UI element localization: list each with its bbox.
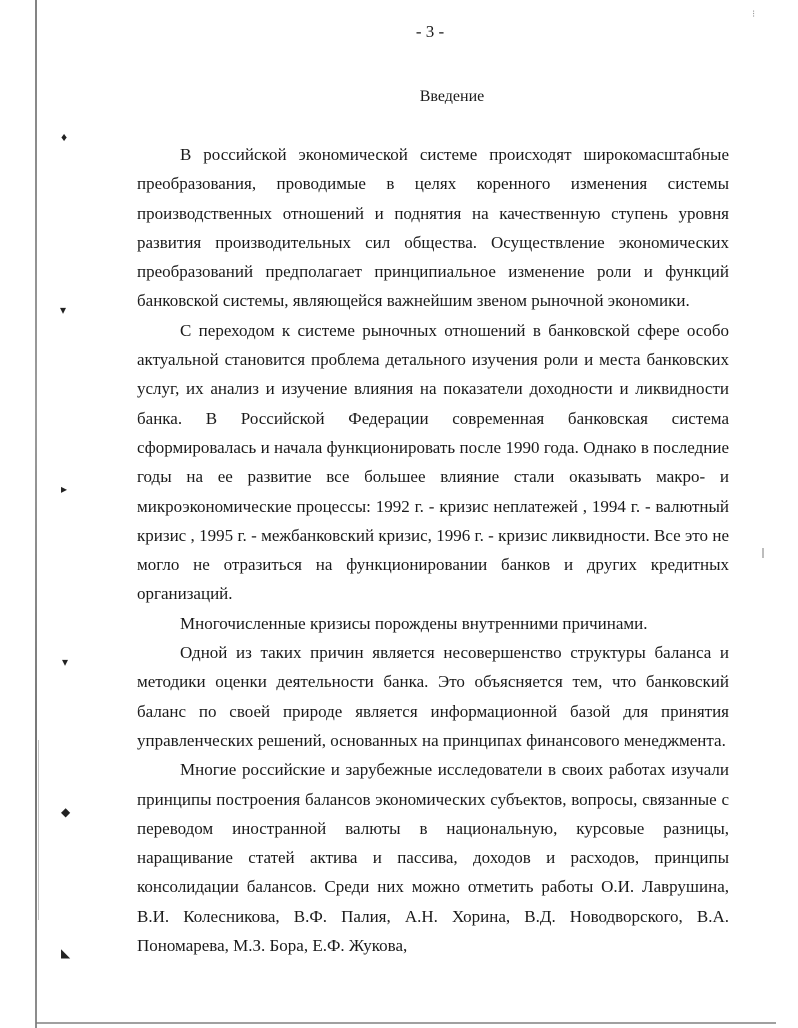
binding-hole-marks: [55, 0, 85, 1028]
scan-left-shadow: [38, 740, 39, 920]
page-number: - 3 -: [415, 22, 445, 41]
scan-corner-speck-icon: ⁝: [752, 9, 756, 20]
scan-bottom-edge: [36, 1022, 776, 1024]
paragraph: Одной из таких причин является несовершенство структуры баланса и методики оценки деятельности банка. Это объясняется тем, что банковский баланс по своей природе является информационной базой для принятия управленческих решений, основанных на принципах финансового менеджмента.: [137, 643, 729, 750]
binding-mark-icon: ◆: [61, 805, 71, 819]
scan-left-border: [35, 0, 37, 1028]
scan-right-speck: [762, 548, 764, 558]
binding-mark-icon: ▾: [60, 303, 67, 317]
paragraph: С переходом к системе рыночных отношений в банковской сфере особо актуальной становится проблема детального изучения роли и места банковских услуг, их анализ и изучение влияния на показатели доходности и ликвидности банка. В Российской Федерации современная банковская система сформировалась и начала функционировать после 1990 года. Однако в последние годы на ее развитие все большее влияние стали оказывать макро- и микроэкономические процессы: 1992 г. - кризис неплатежей , 1994 г. - валютный кризис , 1995 г. - межбанковский кризис, 1996 г. - кризис ликвидности. Все это не могло не отразиться на функционировании банков и других кредитных организаций.: [137, 320, 729, 604]
paragraph: Многочисленные кризисы порождены внутренними причинами.: [180, 613, 648, 633]
paragraph: В российской экономической системе происходят широкомасштабные преобразования, проводимые в целях коренного изменения системы производственных отношений и поднятия на качественную ступень уровня развития производительных сил общества. Осуществление экономических преобразований предполагает принципиальное изменение роли и функций банковской системы, являющейся важнейшим звеном рыночной экономики.: [137, 145, 729, 311]
binding-mark-icon: ♦: [61, 130, 68, 144]
paragraph: Многие российские и зарубежные исследователи в своих работах изучали принципы построения балансов экономических субъектов, вопросы, связанные с переводом иностранной валюты в национальную, курсовые разницы, наращивание статей актива и пассива, доходов и расходов, принципы консолидации балансов. Среди них можно отметить работы О.И. Лаврушина, В.И. Колесникова, В.Ф. Палия, А.Н. Хорина, В.Д. Новодворского, В.А. Пономарева, М.З. Бора, Е.Ф. Жукова,: [137, 760, 729, 956]
section-heading: Введение: [419, 88, 485, 105]
binding-mark-icon: ▾: [62, 655, 69, 669]
body-text: [137, 140, 729, 960]
binding-mark-icon: ◣: [61, 946, 71, 960]
binding-mark-icon: ▸: [61, 482, 68, 496]
